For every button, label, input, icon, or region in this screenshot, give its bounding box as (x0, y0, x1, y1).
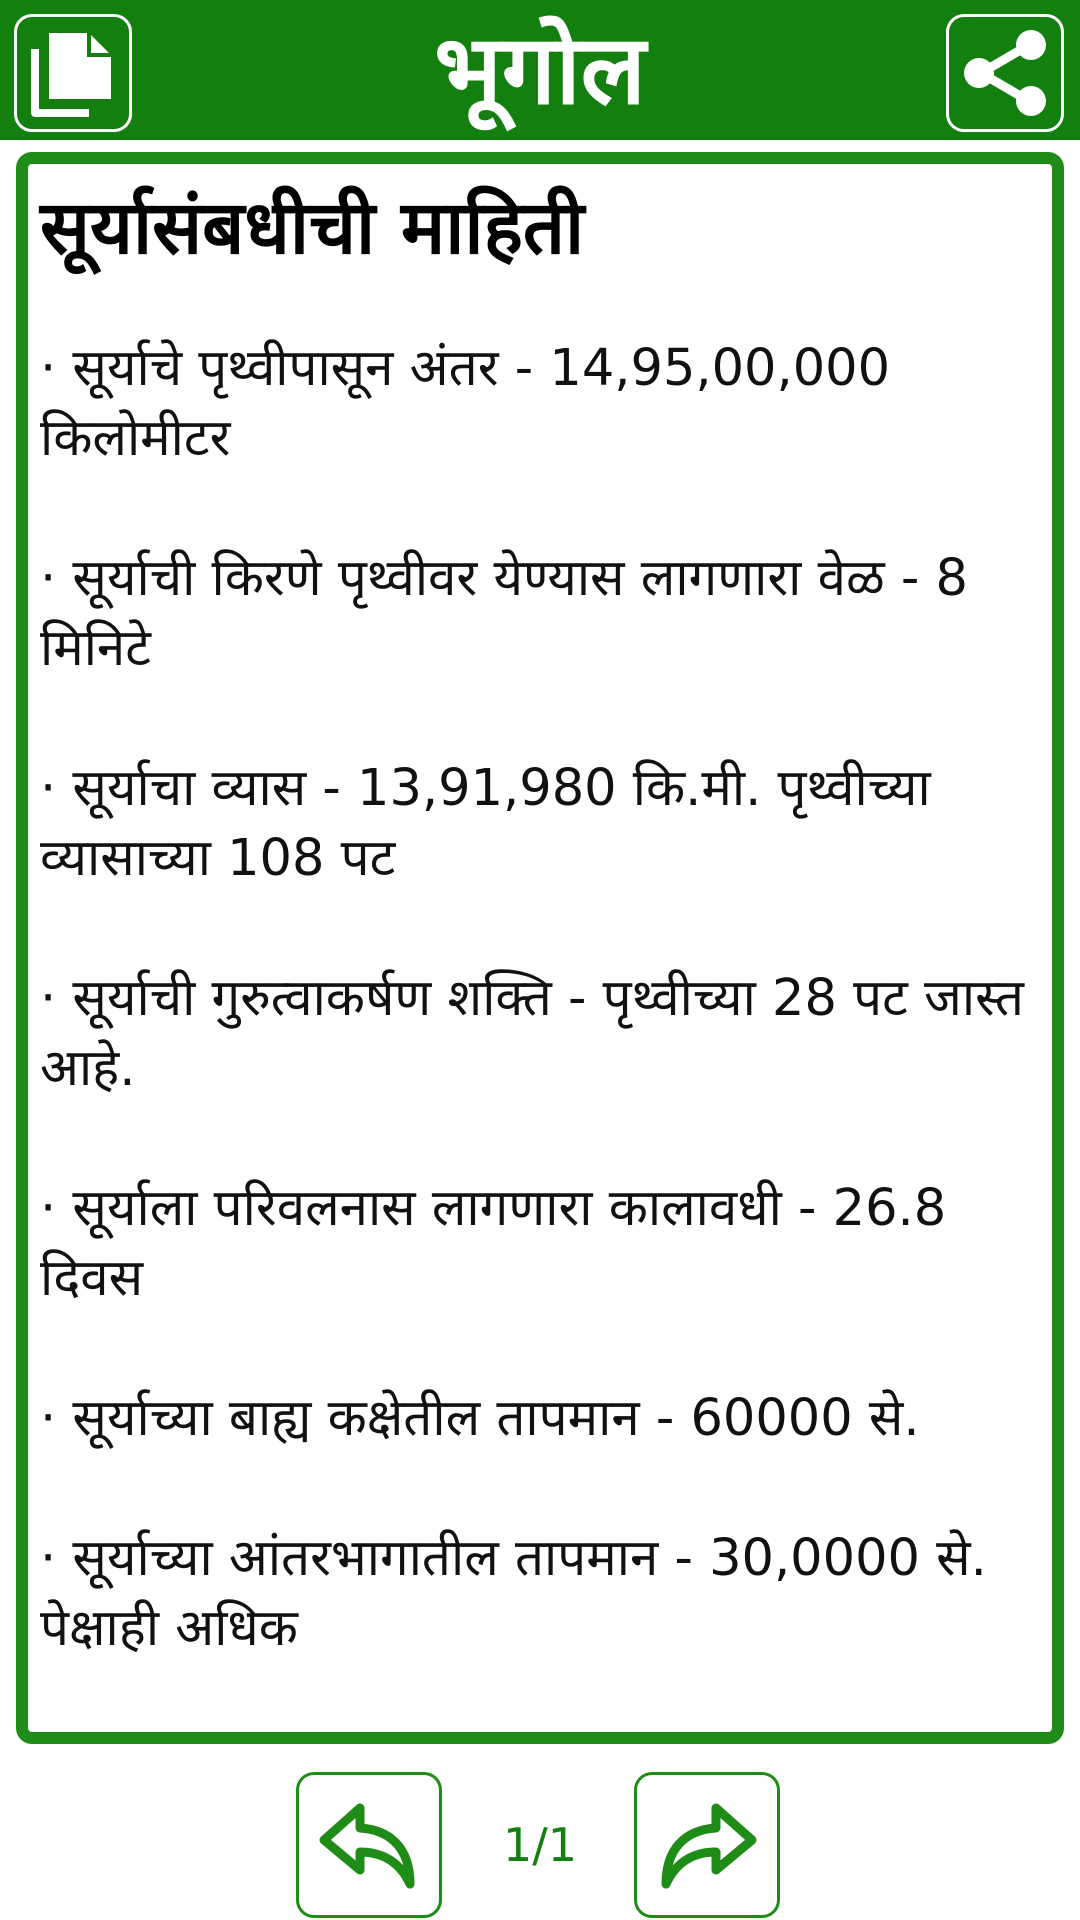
forward-arrow-icon (652, 1790, 762, 1900)
content-panel[interactable] (16, 152, 1064, 1744)
share-button[interactable] (946, 14, 1064, 132)
fact-item: · सूर्याची गुरुत्वाकर्षण शक्ति - पृथ्वीच्या 28 पट जास्त आहे. (40, 969, 1025, 1098)
copy-button[interactable] (14, 14, 132, 132)
fact-item: · सूर्याला परिवलनास लागणारा कालावधी - 26.8 दिवस (40, 1179, 947, 1308)
next-page-button[interactable] (634, 1772, 780, 1918)
fact-item: · सूर्याचे पृथ्वीपासून अंतर - 14,95,00,000 किलोमीटर (40, 339, 891, 468)
topic-title: सूर्यासंबधीची माहिती (40, 185, 585, 271)
fact-list (40, 334, 1055, 1734)
page-indicator: 1/1 (502, 1818, 578, 1872)
previous-page-button[interactable] (296, 1772, 442, 1918)
fact-item: · सूर्याच्या बाह्य कक्षेतील तापमान - 60000 से. (40, 1389, 920, 1448)
copy-icon (27, 27, 119, 119)
fact-item: · सूर्याच्या आंतरभागातील तापमान - 30,0000 से. पेक्षाही अधिक (40, 1529, 987, 1658)
fact-item: · सूर्याचा व्यास - 13,91,980 कि.मी. पृथ्वीच्या व्यासाच्या 108 पट (40, 759, 931, 888)
share-icon (957, 25, 1053, 121)
app-header (0, 0, 1080, 140)
back-arrow-icon (314, 1790, 424, 1900)
fact-item: · सूर्याची किरणे पृथ्वीवर येण्यास लागणारा वेळ - 8 मिनिटे (40, 549, 968, 678)
app-title: भूगोल (434, 13, 646, 126)
